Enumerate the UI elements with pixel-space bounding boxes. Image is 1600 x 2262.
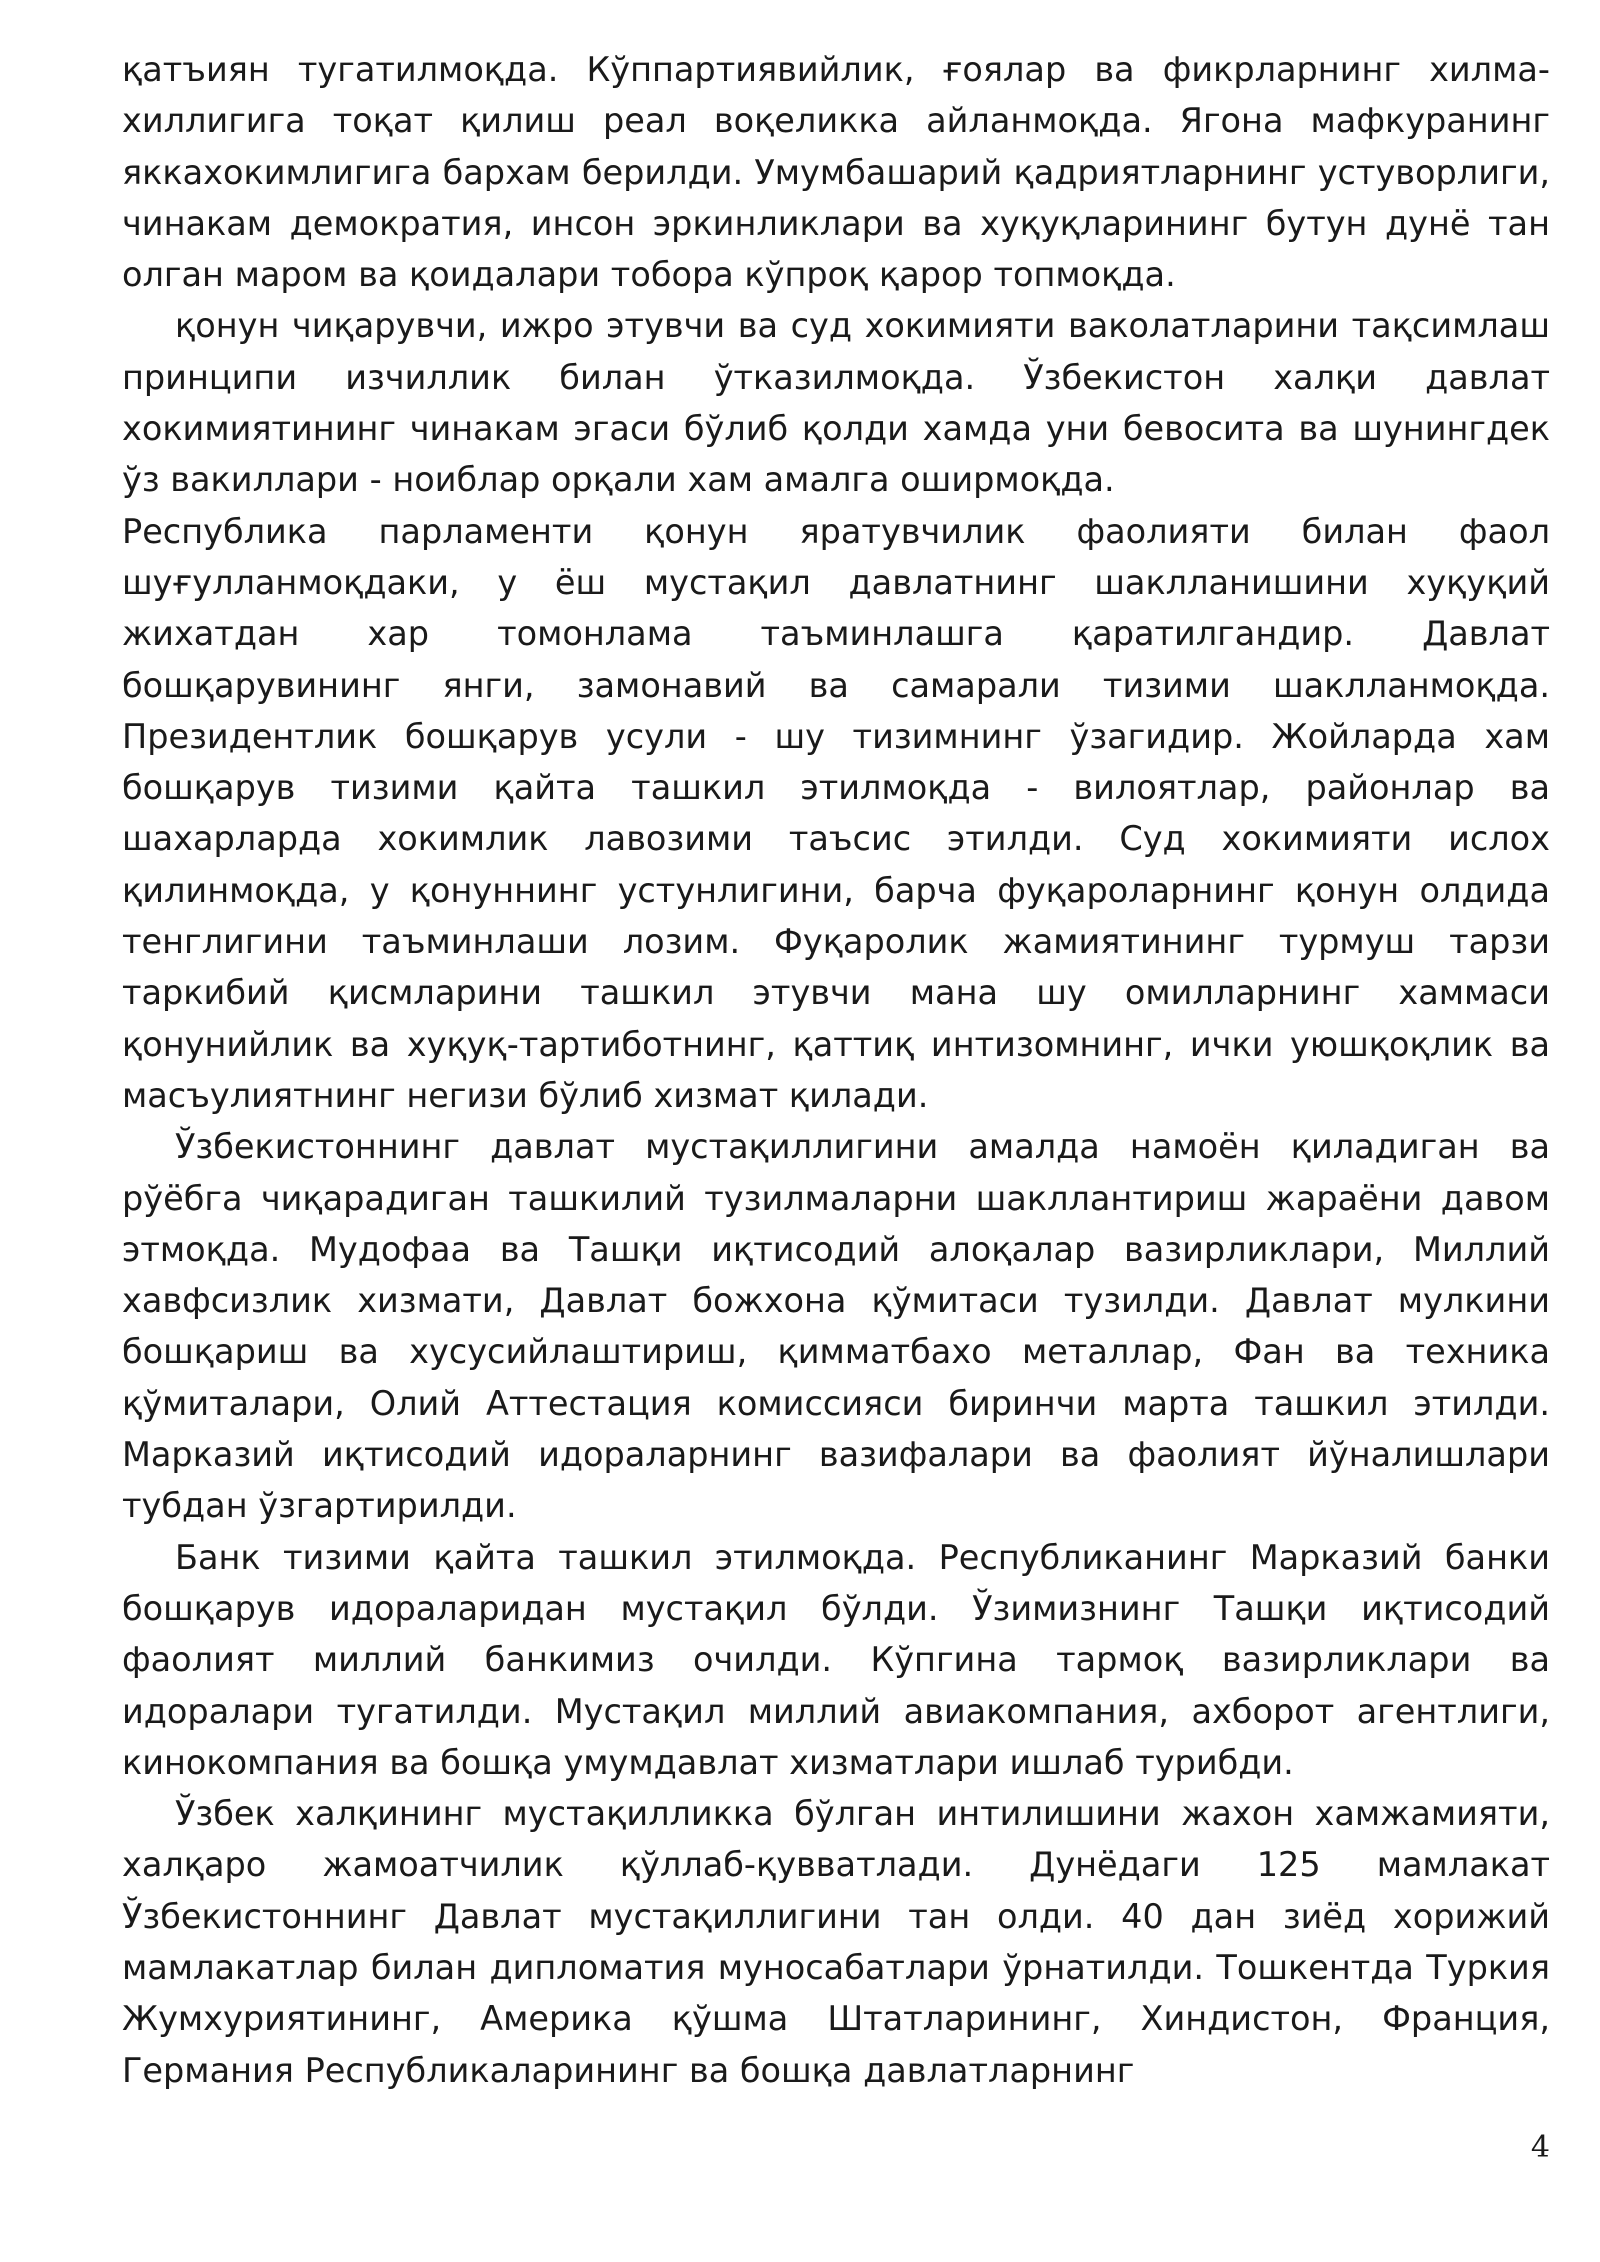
paragraph-2: қонун чиқарувчи, ижро этувчи ва суд хокимияти ваколатларини тақсимлаш принципи изчиллик билан ўтказилмоқда. Ўзбекистон халқи давлат хокимиятининг чинакам эгаси бўлиб қолди хамда уни бевосита ва шунингдек ўз вакиллари - ноиблар орқали хам амалга оширмоқда. [122, 306, 1550, 500]
paragraph-1: қатъиян тугатилмоқда. Кўппартиявийлик, ғоялар ва фикрларнинг хилма-хиллигига тоқат қилиш реал воқеликка айланмоқда. Ягона мафкуранинг яккахокимлигига бархам берилди. Умумбашарий қадриятларнинг устуворлиги, чинакам демократия, инсон эркинликлари ва хуқуқларининг бутун дунё тан олган маром ва қоидалари тобора кўпроқ қарор топмоқда. [122, 50, 1550, 295]
document-body [122, 44, 1550, 2096]
paragraph-3: Республика парламенти қонун яратувчилик фаолияти билан фаол шуғулланмоқдаки, у ёш мустақил давлатнинг шаклланишини хуқуқий жихатдан хар томонлама таъминлашга қаратилгандир. Давлат бошқарувининг янги, замонавий ва самарали тизими шаклланмоқда. Президентлик бошқарув усули - шу тизимнинг ўзагидир. Жойларда хам бошқарув тизими қайта ташкил этилмоқда - вилоятлар, районлар ва шахарларда хокимлик лавозими таъсис этилди. Суд хокимияти ислох қилинмоқда, у қонуннинг устунлигини, барча фуқароларнинг қонун олдида тенглигини таъминлаши лозим. Фуқаролик жамиятининг турмуш тарзи таркибий қисмларини ташкил этувчи мана шу омилларнинг хаммаси қонунийлик ва хуқуқ-тартиботнинг, қаттиқ интизомнинг, ички уюшқоқлик ва масъулиятнинг негизи бўлиб хизмат қилади. [122, 511, 1550, 1115]
paragraph-6: Ўзбек халқининг мустақилликка бўлган интилишини жахон хамжамияти, халқаро жамоатчилик қўллаб-қувватлади. Дунёдаги 125 мамлакат Ўзбекистоннинг Давлат мустақиллигини тан олди. 40 дан зиёд хорижий мамлакатлар билан дипломатия муносабатлари ўрнатилди. Тошкентда Туркия Жумхуриятининг, Америка қўшма Штатларининг, Хиндистон, Франция, Германия Республикаларининг ва бошқа давлатларнинг [122, 1794, 1550, 2090]
paragraph-5: Банк тизими қайта ташкил этилмоқда. Республиканинг Марказий банки бошқарув идораларидан мустақил бўлди. Ўзимизнинг Ташқи иқтисодий фаолият миллий банкимиз очилди. Кўпгина тармоқ вазирликлари ва идоралари тугатилди. Мустақил миллий авиакомпания, ахборот агентлиги, кинокомпания ва бошқа умумдавлат хизматлари ишлаб турибди. [122, 1537, 1550, 1782]
page-number: 4 [1530, 2130, 1550, 2165]
paragraph-4: Ўзбекистоннинг давлат мустақиллигини амалда намоён қиладиган ва рўёбга чиқарадиган ташкилий тузилмаларни шакллантириш жараёни давом этмоқда. Мудофаа ва Ташқи иқтисодий алоқалар вазирликлари, Миллий хавфсизлик хизмати, Давлат божхона қўмитаси тузилди. Давлат мулкини бошқариш ва хусусийлаштириш, қимматбахо металлар, Фан ва техника қўмиталари, Олий Аттестация комиссияси биринчи марта ташкил этилди. Марказий иқтисодий идораларнинг вазифалари ва фаолият йўналишлари тубдан ўзгартирилди. [122, 1127, 1550, 1526]
